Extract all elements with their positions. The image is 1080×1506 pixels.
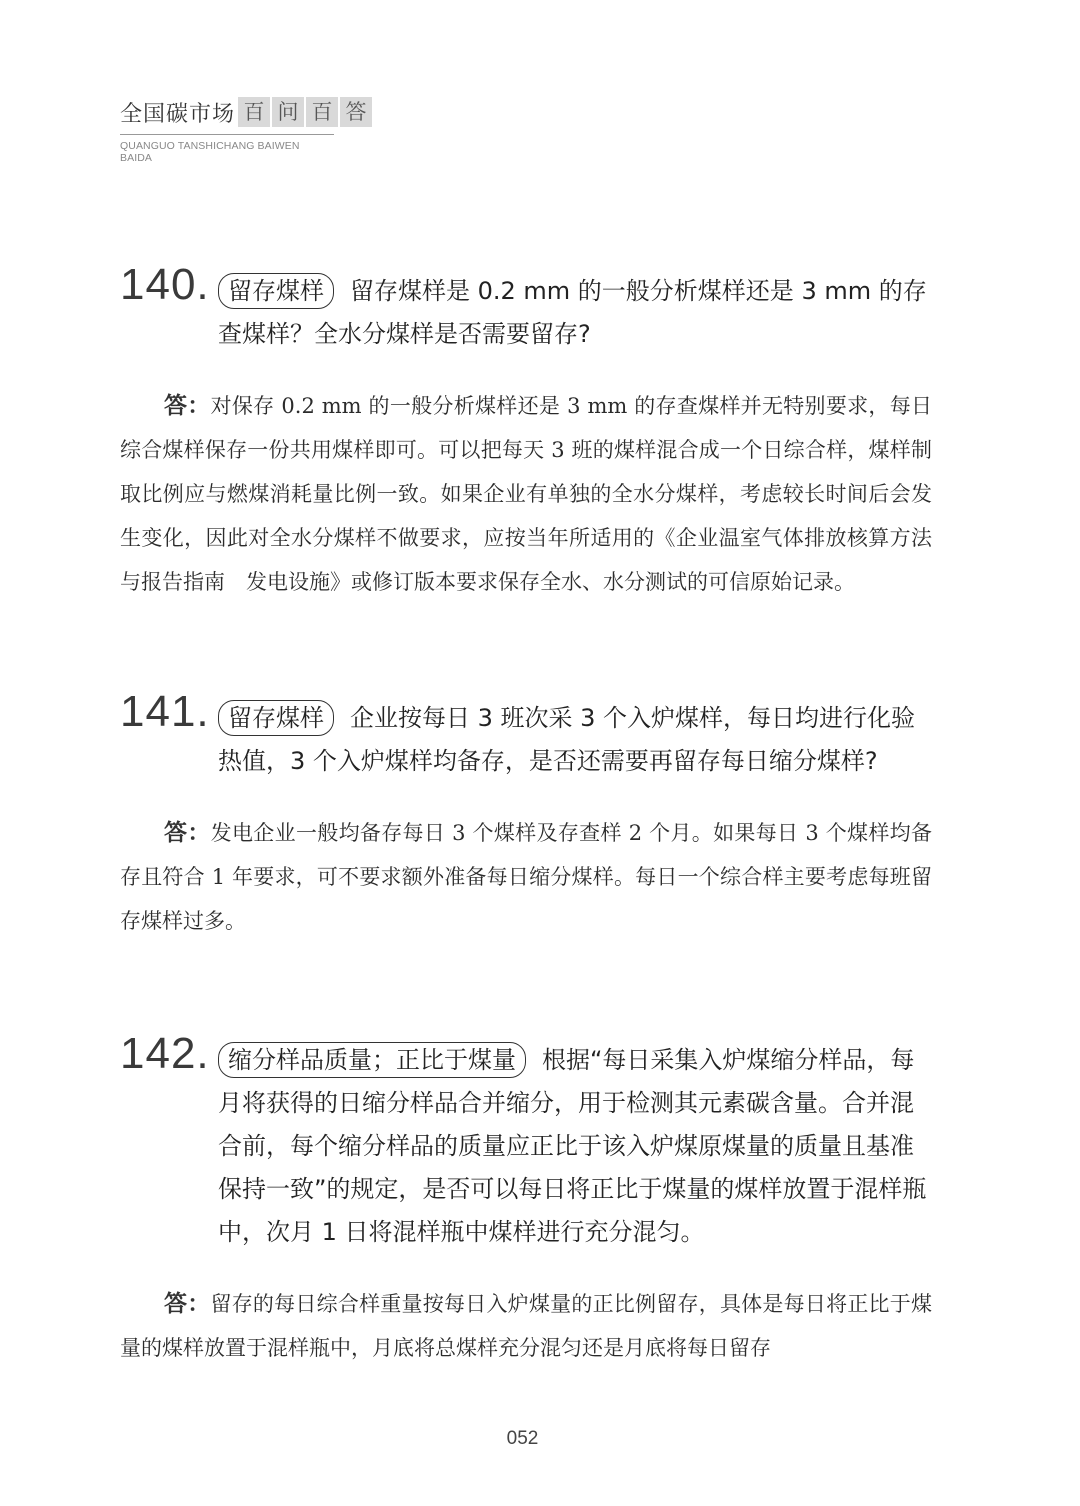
question-body: 根据“每日采集入炉煤缩分样品，每月将获得的日缩分样品合并缩分，用于检测其元素碳含量。合并混合前，每个缩分样品的质量应正比于该入炉煤原煤量的质量且基准保持一致”的规定，是否可以每日将正比于煤量的煤样放置于混样瓶中，次月 1 日将混样瓶中煤样进行充分混匀。	[218, 1046, 927, 1246]
qa-item-141	[120, 687, 933, 943]
answer-paragraph	[120, 384, 932, 604]
answer-label: 答：	[164, 820, 211, 846]
header-box-char: 问	[272, 97, 304, 127]
qa-item-140	[120, 260, 932, 604]
question-text	[218, 697, 932, 783]
header-box-char: 百	[238, 97, 270, 127]
question-text	[218, 270, 932, 356]
qa-item-142	[120, 1029, 933, 1370]
topic-tag: 留存煤样	[218, 273, 334, 309]
answer-paragraph	[120, 811, 932, 943]
header-title	[120, 96, 374, 128]
answer-body: 发电企业一般均备存每日 3 个煤样及存查样 2 个月。如果每日 3 个煤样均备存且符合 1 年要求，可不要求额外准备每日缩分煤样。每日一个综合样主要考虑每班留存煤样过多。	[120, 821, 933, 933]
question-body: 留存煤样是 0.2 mm 的一般分析煤样还是 3 mm 的存查煤样？全水分煤样是否需要留存?	[218, 277, 927, 348]
header-subtitle: QUANGUO TANSHICHANG BAIWEN BAIDA	[120, 134, 334, 164]
question-number: 141.	[120, 687, 210, 736]
question-number: 140.	[120, 260, 210, 309]
header-box-char: 答	[340, 97, 372, 127]
page-number: 052	[506, 1428, 539, 1449]
answer-body: 留存的每日综合样重量按每日入炉煤量的正比例留存，具体是每日将正比于煤量的煤样放置于混样瓶中，月底将总煤样充分混匀还是月底将每日留存	[120, 1292, 933, 1360]
header-title-main: 全国碳市场	[120, 101, 236, 127]
running-header	[120, 96, 374, 164]
question-number: 142.	[120, 1029, 210, 1078]
answer-label: 答：	[164, 1291, 211, 1317]
topic-tag: 缩分样品质量；正比于煤量	[218, 1042, 526, 1078]
answer-paragraph	[120, 1282, 932, 1370]
question-body: 企业按每日 3 班次采 3 个入炉煤样，每日均进行化验热值，3 个入炉煤样均备存，是否还需要再留存每日缩分煤样?	[218, 704, 916, 775]
answer-label: 答：	[164, 393, 211, 419]
header-title-boxed	[238, 97, 374, 127]
question-text	[218, 1039, 932, 1254]
topic-tag: 留存煤样	[218, 700, 334, 736]
answer-body: 对保存 0.2 mm 的一般分析煤样还是 3 mm 的存查煤样并无特别要求，每日综合煤样保存一份共用煤样即可。可以把每天 3 班的煤样混合成一个日综合样，煤样制取比例应与燃煤消耗量比例一致。如果企业有单独的全水分煤样，考虑较长时间后会发生变化，因此对全水分煤样不做要求，应按当年所适用的《企业温室气体排放核算方法与报告指南 发电设施》或修订版本要求保存全水、水分测试的可信原始记录。	[120, 394, 932, 594]
header-box-char: 百	[306, 97, 338, 127]
